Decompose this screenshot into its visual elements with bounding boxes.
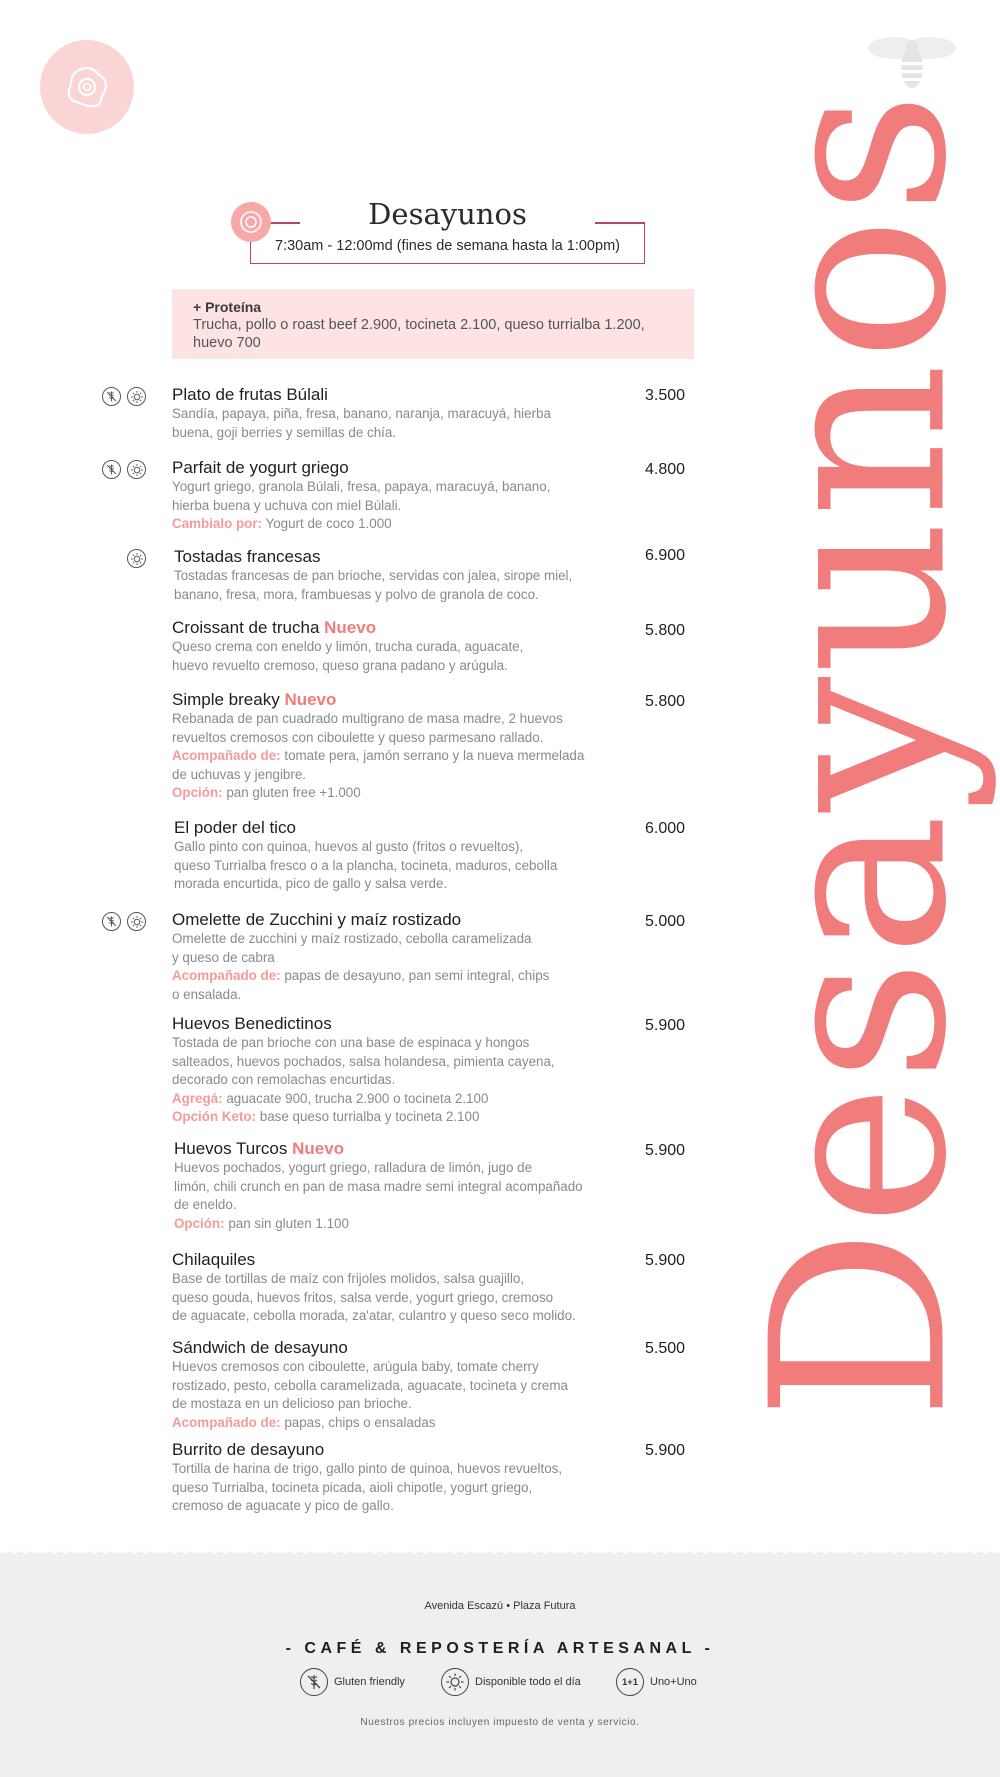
description-line: Tostada de pan brioche con una base de espinaca y hongos xyxy=(172,1035,530,1050)
menu-item-name xyxy=(174,1139,704,1159)
menu-item-name xyxy=(174,818,704,838)
option-text: Yogurt de coco 1.000 xyxy=(262,516,392,532)
menu-item xyxy=(174,818,704,894)
description-option xyxy=(172,1090,642,1109)
footer xyxy=(0,1555,1000,1777)
fried-egg-icon xyxy=(62,62,112,112)
menu-item-title: Tostadas francesas xyxy=(174,547,321,566)
menu-item xyxy=(172,618,702,675)
description-option xyxy=(172,986,642,1005)
section-title: Desayunos xyxy=(368,197,527,231)
description-line: Gallo pinto con quinoa, huevos al gusto (fritos o revueltos), xyxy=(174,839,524,854)
option-text: pan sin gluten 1.100 xyxy=(224,1215,349,1231)
nuevo-badge: Nuevo xyxy=(284,690,337,709)
menu-item-title: Croissant de trucha xyxy=(172,618,325,637)
all-day-icon xyxy=(127,549,146,568)
legend-label: Uno+Uno xyxy=(650,1676,697,1688)
logo xyxy=(40,40,134,134)
menu-item-name xyxy=(172,690,702,710)
description-line: queso Turrialba fresco o a la plancha, tocineta, maduros, cebolla xyxy=(174,857,558,873)
menu-item-description xyxy=(172,1034,642,1127)
menu-item-name xyxy=(172,1250,702,1270)
menu-item xyxy=(174,1139,704,1233)
description-line: revueltos cremosos con ciboulette y queso parmesano rallado. xyxy=(172,729,544,745)
menu-item-price: 5.900 xyxy=(645,1442,686,1459)
menu-item-description xyxy=(172,405,642,442)
description-line: Base de tortillas de maíz con frijoles molidos, salsa guajillo, xyxy=(172,1271,525,1286)
menu-item-title: Omelette de Zucchini y maíz rostizado xyxy=(172,910,462,929)
option-label: Acompañado de: xyxy=(172,968,281,984)
description-line: Rebanada de pan cuadrado multigrano de masa madre, 2 huevos xyxy=(172,711,563,726)
description-line: decorado con remolachas encurtidas. xyxy=(172,1072,396,1088)
description-line: Huevos pochados, yogurt griego, ralladura de limón, jugo de xyxy=(174,1160,533,1175)
legend-uno-uno xyxy=(616,1668,697,1696)
section-hours: 7:30am - 12:00md (fines de semana hasta la 1:00pm) xyxy=(275,238,620,254)
menu-item-description xyxy=(172,1270,642,1326)
description-line: huevo revuelto cremoso, queso grana padano y arúgula. xyxy=(172,657,508,673)
gluten-free-icon xyxy=(300,1668,328,1696)
option-label: Opción: xyxy=(172,785,223,801)
description-line: morada encurtida, pico de gallo y salsa verde. xyxy=(174,876,448,892)
legend-gluten-friendly xyxy=(300,1668,405,1696)
menu-item-description xyxy=(172,930,642,1004)
menu-item xyxy=(172,385,702,442)
menu-item xyxy=(172,1338,702,1432)
description-line: queso Turrialba, tocineta picada, aioli chipotle, yogurt griego, xyxy=(172,1479,533,1495)
description-option xyxy=(172,1414,642,1433)
description-line: salteados, huevos pochados, salsa holandesa, pimienta cayena, xyxy=(172,1053,555,1069)
menu-item-description xyxy=(172,1460,642,1516)
description-line: de mostaza en un delicioso pan brioche. xyxy=(172,1396,412,1412)
menu-item-name xyxy=(174,547,704,567)
description-line: Tortilla de harina de trigo, gallo pinto de quinoa, huevos revueltos, xyxy=(172,1461,563,1476)
all-day-icon xyxy=(127,912,146,931)
option-text: pan gluten free +1.000 xyxy=(222,785,361,801)
menu-item-price: 4.800 xyxy=(645,461,686,478)
description-option xyxy=(172,515,642,534)
menu-item xyxy=(172,1250,702,1326)
description-line: queso gouda, huevos fritos, salsa verde, yogurt griego, cremoso xyxy=(172,1289,554,1305)
description-line: Huevos cremosos con ciboulette, arúgula baby, tomate cherry xyxy=(172,1359,539,1374)
menu-item-description xyxy=(174,838,644,894)
menu-item-description xyxy=(174,1159,644,1233)
option-text: tomate pera, jamón serrano y la nueva mermelada xyxy=(280,748,585,764)
footer-brand: - CAFÉ & REPOSTERÍA ARTESANAL - xyxy=(285,1640,715,1657)
menu-item-title: Sándwich de desayuno xyxy=(172,1338,348,1357)
fried-egg-icon xyxy=(238,209,264,235)
menu-item-price: 5.900 xyxy=(645,1142,686,1159)
menu-item-price: 6.900 xyxy=(645,547,686,564)
option-text: base queso turrialba y tocineta 2.100 xyxy=(256,1109,480,1125)
gluten-free-icon xyxy=(102,460,121,479)
menu-item-price: 5.900 xyxy=(645,1017,686,1034)
description-option xyxy=(172,747,642,766)
option-label: Cambialo por: xyxy=(172,516,263,532)
menu-item-price: 5.900 xyxy=(645,1252,686,1269)
option-label: Acompañado de: xyxy=(172,1414,281,1430)
description-line: de aguacate, cebolla morada, za'atar, culantro y queso seco molido. xyxy=(172,1308,576,1324)
protein-box xyxy=(172,289,694,359)
menu-item-title: Plato de frutas Búlali xyxy=(172,385,328,404)
legend-all-day xyxy=(441,1668,581,1696)
description-option xyxy=(172,784,642,803)
menu-item-name xyxy=(172,458,702,478)
menu-item-title: Huevos Benedictinos xyxy=(172,1014,332,1033)
option-label: Opción Keto: xyxy=(172,1109,257,1125)
menu-item-description xyxy=(172,478,642,534)
description-line: cremoso de aguacate y pico de gallo. xyxy=(172,1498,394,1514)
menu-item-name xyxy=(172,1014,702,1034)
menu-item-name xyxy=(172,910,702,930)
option-text: aguacate 900, trucha 2.900 o tocineta 2.100 xyxy=(222,1090,489,1106)
gluten-free-icon xyxy=(102,912,121,931)
bee-icon xyxy=(866,32,958,92)
option-text: papas de desayuno, pan semi integral, chips xyxy=(280,968,550,984)
footer-address: Avenida Escazú • Plaza Futura xyxy=(424,1600,576,1612)
option-label: Opción: xyxy=(174,1215,225,1231)
description-line: de eneldo. xyxy=(174,1197,237,1213)
description-line: y queso de cabra xyxy=(172,949,275,965)
menu-item-title: Simple breaky xyxy=(172,690,285,709)
all-day-icon xyxy=(127,460,146,479)
option-label: Acompañado de: xyxy=(172,748,281,764)
nuevo-badge: Nuevo xyxy=(292,1139,345,1158)
description-line: Queso crema con eneldo y limón, trucha curada, aguacate, xyxy=(172,639,524,654)
gluten-free-icon xyxy=(102,387,121,406)
option-label: Agregá: xyxy=(172,1090,223,1106)
description-line: limón, chili crunch en pan de masa madre semi integral acompañado xyxy=(174,1178,583,1194)
menu-item-name xyxy=(172,618,702,638)
side-title-text: Desayunos xyxy=(720,89,1000,1421)
menu-item-price: 5.800 xyxy=(645,622,686,639)
description-line: buena, goji berries y semillas de chía. xyxy=(172,424,397,440)
menu-item-price: 5.500 xyxy=(645,1340,686,1357)
side-title xyxy=(720,89,1000,1421)
menu-item-name xyxy=(172,1338,702,1358)
menu-item-name xyxy=(172,1440,702,1460)
menu-item-title: Burrito de desayuno xyxy=(172,1440,325,1459)
menu-item xyxy=(174,547,704,604)
description-line: hierba buena y uchuva con miel Búlali. xyxy=(172,497,402,513)
menu-item-price: 5.000 xyxy=(645,913,686,930)
menu-item-price: 5.800 xyxy=(645,693,686,710)
header-badge xyxy=(231,202,271,242)
menu-item xyxy=(172,690,702,803)
description-option xyxy=(172,766,642,785)
menu-item-title: Parfait de yogurt griego xyxy=(172,458,349,477)
menu-item xyxy=(172,1440,702,1516)
option-text: papas, chips o ensaladas xyxy=(280,1414,436,1430)
all-day-icon xyxy=(127,387,146,406)
description-option xyxy=(172,967,642,986)
menu-item xyxy=(172,458,702,534)
menu-item-price: 3.500 xyxy=(645,387,686,404)
description-line: Omelette de zucchini y maíz rostizado, cebolla caramelizada xyxy=(172,931,532,946)
one-plus-one-icon: 1+1 xyxy=(616,1668,644,1696)
menu-item-description xyxy=(174,567,644,604)
protein-title: + Proteína xyxy=(193,299,262,315)
option-text: o ensalada. xyxy=(172,986,242,1002)
menu-item-title: Chilaquiles xyxy=(172,1250,256,1269)
menu-item xyxy=(172,910,702,1004)
protein-text: Trucha, pollo o roast beef 2.900, tocineta 2.100, queso turrialba 1.200, huevo 700 xyxy=(193,317,645,351)
description-line: Sandía, papaya, piña, fresa, banano, naranja, maracuyá, hierba xyxy=(172,406,551,421)
menu-item-name xyxy=(172,385,702,405)
option-text: de uchuvas y jengibre. xyxy=(172,766,306,782)
menu-item xyxy=(172,1014,702,1127)
menu-item-description xyxy=(172,710,642,803)
footer-note: Nuestros precios incluyen impuesto de venta y servicio. xyxy=(360,1717,640,1728)
description-line: banano, fresa, mora, frambuesas y polvo de granola de coco. xyxy=(174,586,539,602)
menu-item-description xyxy=(172,638,642,675)
description-line: Tostadas francesas de pan brioche, servidas con jalea, sirope miel, xyxy=(174,568,573,583)
legend-label: Disponible todo el día xyxy=(475,1676,581,1688)
menu-item-price: 6.000 xyxy=(645,820,686,837)
all-day-icon xyxy=(441,1668,469,1696)
nuevo-badge: Nuevo xyxy=(324,618,377,637)
menu-item-description xyxy=(172,1358,642,1432)
description-option xyxy=(172,1108,642,1127)
description-line: Yogurt griego, granola Búlali, fresa, papaya, maracuyá, banano, xyxy=(172,479,551,494)
description-option xyxy=(174,1215,644,1234)
legend-label: Gluten friendly xyxy=(334,1676,405,1688)
description-line: rostizado, pesto, cebolla caramelizada, aguacate, tocineta y crema xyxy=(172,1377,568,1393)
menu-item-title: El poder del tico xyxy=(174,818,296,837)
menu-item-title: Huevos Turcos xyxy=(174,1139,293,1158)
